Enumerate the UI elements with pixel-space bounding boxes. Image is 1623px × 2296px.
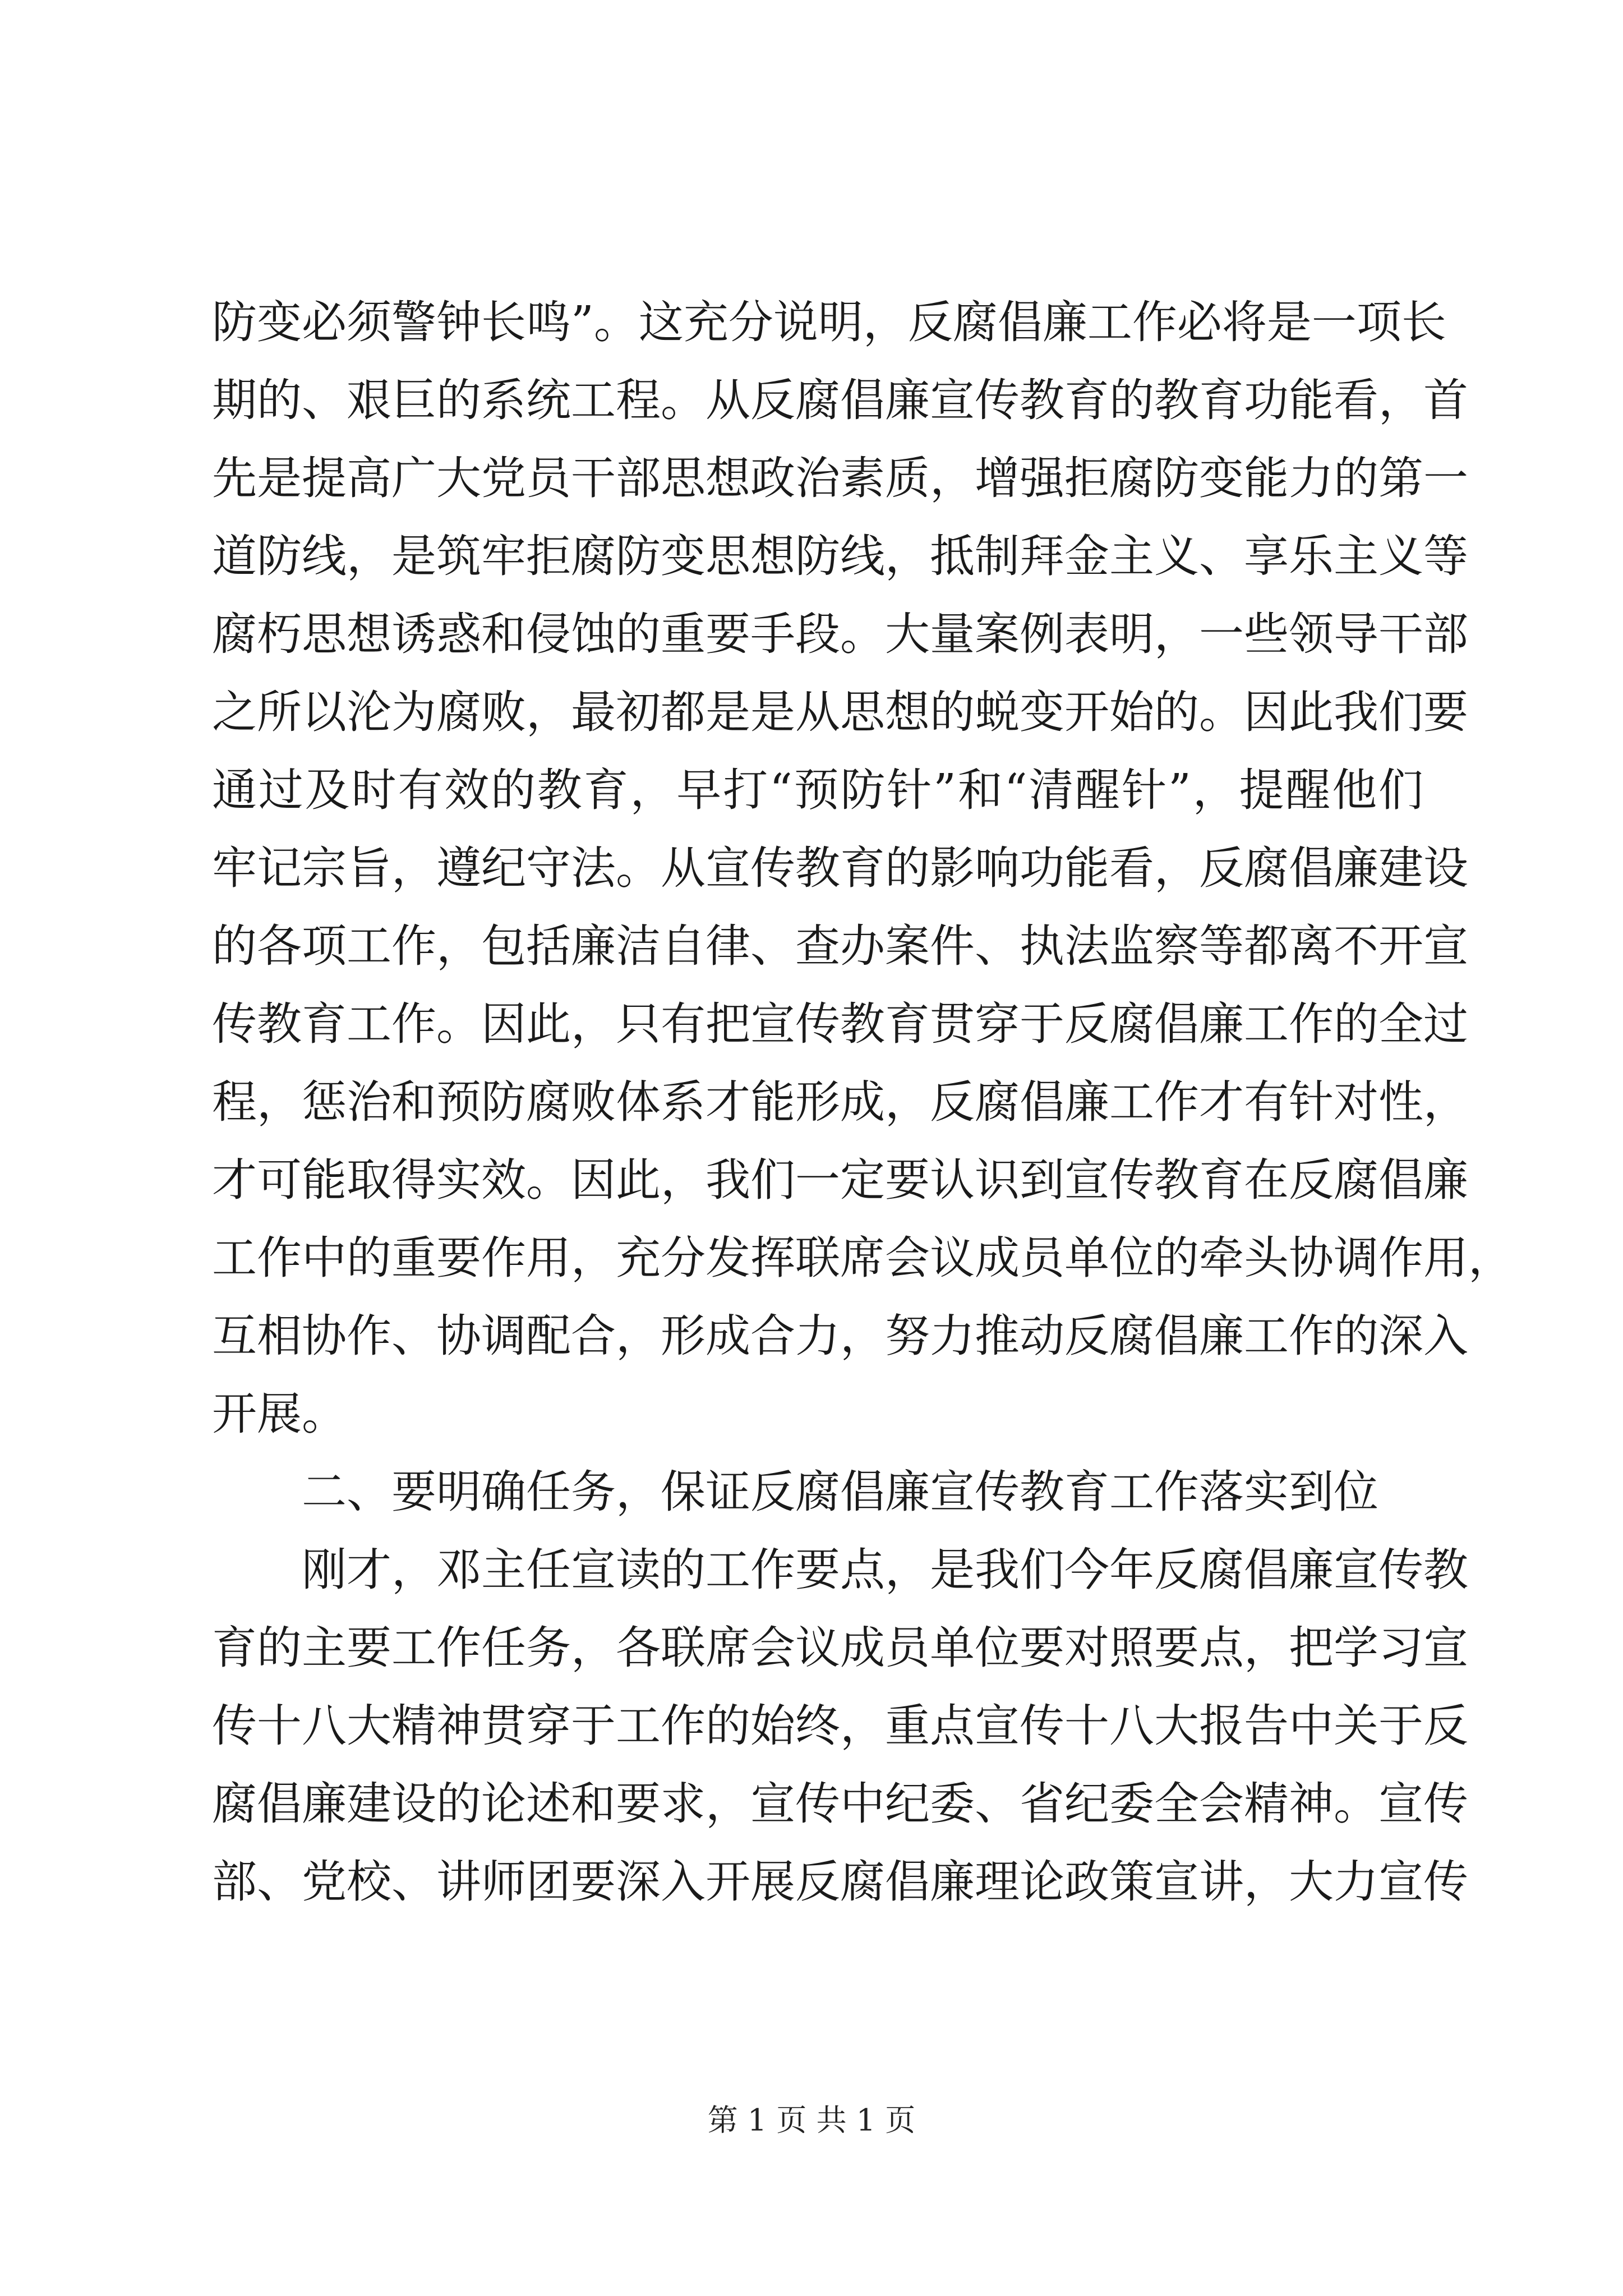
paragraph-end-line: 开展。 bbox=[212, 1388, 347, 1440]
body-line: 互相协作、协调配合，形成合力，努力推动反腐倡廉工作的深入 bbox=[212, 1310, 1468, 1362]
body-line: 通过及时有效的教育，早打“预防针”和“清醒针”，提醒他们 bbox=[212, 764, 1423, 816]
body-line: 程，惩治和预防腐败体系才能形成，反腐倡廉工作才有针对性， bbox=[212, 1076, 1468, 1128]
body-line: 腐倡廉建设的论述和要求，宣传中纪委、省纪委全会精神。宣传 bbox=[212, 1778, 1468, 1830]
section-heading: 二、要明确任务，保证反腐倡廉宣传教育工作落实到位 bbox=[302, 1466, 1378, 1518]
body-line: 之所以沦为腐败，最初都是是从思想的蜕变开始的。因此我们要 bbox=[212, 686, 1468, 738]
body-line: 的各项工作，包括廉洁自律、查办案件、执法监察等都离不开宣 bbox=[212, 920, 1468, 972]
paragraph-first-line: 刚才，邓主任宣读的工作要点，是我们今年反腐倡廉宣传教 bbox=[302, 1544, 1468, 1596]
body-line: 传十八大精神贯穿于工作的始终，重点宣传十八大报告中关于反 bbox=[212, 1700, 1468, 1752]
body-line: 部、党校、讲师团要深入开展反腐倡廉理论政策宣讲，大力宣传 bbox=[212, 1856, 1468, 1908]
page-number-footer: 第 1 页 共 1 页 bbox=[707, 2102, 916, 2138]
body-line: 才可能取得实效。因此，我们一定要认识到宣传教育在反腐倡廉 bbox=[212, 1154, 1468, 1206]
body-line: 防变必须警钟长鸣”。这充分说明，反腐倡廉工作必将是一项长 bbox=[212, 296, 1446, 348]
body-line: 道防线，是筑牢拒腐防变思想防线，抵制拜金主义、享乐主义等 bbox=[212, 530, 1468, 582]
body-line: 先是提高广大党员干部思想政治素质，增强拒腐防变能力的第一 bbox=[212, 452, 1468, 504]
body-line: 期的、艰巨的系统工程。从反腐倡廉宣传教育的教育功能看，首 bbox=[212, 374, 1468, 426]
body-line: 腐朽思想诱惑和侵蚀的重要手段。大量案例表明，一些领导干部 bbox=[212, 608, 1468, 660]
body-line: 工作中的重要作用，充分发挥联席会议成员单位的牵头协调作用， bbox=[212, 1232, 1513, 1284]
body-line: 育的主要工作任务，各联席会议成员单位要对照要点，把学习宣 bbox=[212, 1622, 1468, 1674]
body-line: 牢记宗旨，遵纪守法。从宣传教育的影响功能看，反腐倡廉建设 bbox=[212, 842, 1468, 894]
body-line: 传教育工作。因此，只有把宣传教育贯穿于反腐倡廉工作的全过 bbox=[212, 998, 1468, 1050]
